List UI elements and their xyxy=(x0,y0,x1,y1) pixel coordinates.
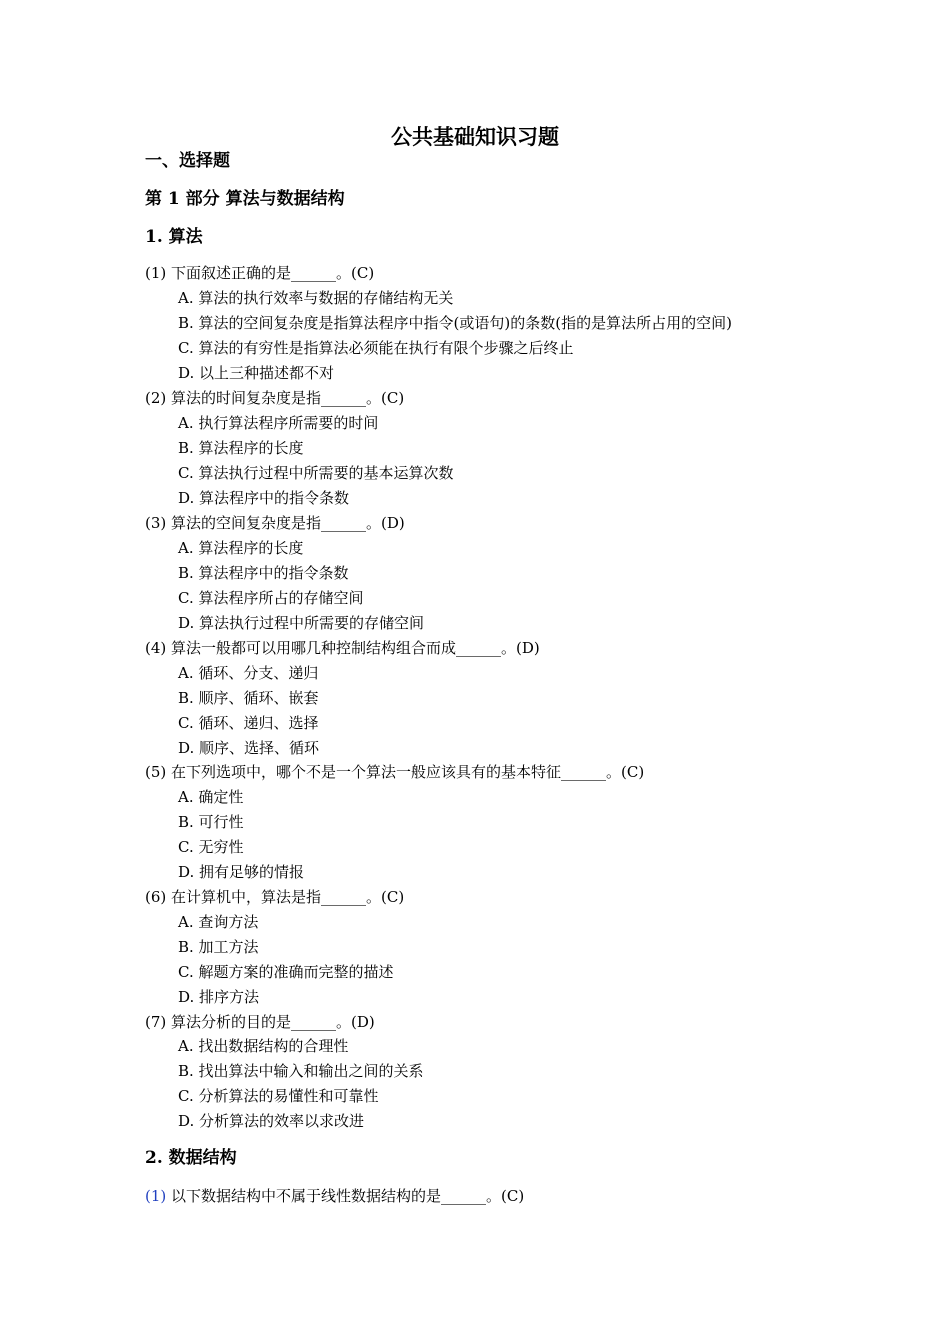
option-4d: D. 顺序、选择、循环 xyxy=(178,739,320,757)
subsection-heading-algorithm: 1. 算法 xyxy=(145,227,203,247)
question-1: (1) 下面叙述正确的是______。(C) xyxy=(145,264,375,282)
option-7c: C. 分析算法的易懂性和可靠性 xyxy=(178,1087,379,1105)
question-6: (6) 在计算机中，算法是指______。(C) xyxy=(145,888,405,906)
option-3b: B. 算法程序中的指令条数 xyxy=(178,564,349,582)
part-heading: 第 1 部分 算法与数据结构 xyxy=(145,189,345,209)
option-1a: A. 算法的执行效率与数据的存储结构无关 xyxy=(178,289,454,307)
option-1d: D. 以上三种描述都不对 xyxy=(178,364,335,382)
question-2: (2) 算法的时间复杂度是指______。(C) xyxy=(145,389,405,407)
option-6d: D. 排序方法 xyxy=(178,988,260,1006)
option-6b: B. 加工方法 xyxy=(178,938,259,956)
question-7: (7) 算法分析的目的是______。(D) xyxy=(145,1013,375,1031)
option-5d: D. 拥有足够的情报 xyxy=(178,863,305,881)
option-5b: B. 可行性 xyxy=(178,813,244,831)
option-3a: A. 算法程序的长度 xyxy=(178,539,304,557)
section-heading: 一、选择题 xyxy=(145,151,230,171)
option-1b: B. 算法的空间复杂度是指算法程序中指令(或语句)的条数(指的是算法所占用的空间) xyxy=(178,314,732,332)
option-1c: C. 算法的有穷性是指算法必须能在执行有限个步骤之后终止 xyxy=(178,339,574,357)
question-2-1 xyxy=(145,1184,524,1208)
document-title: 公共基础知识习题 xyxy=(391,124,559,149)
question-5: (5) 在下列选项中，哪个不是一个算法一般应该具有的基本特征______。(C) xyxy=(145,763,645,781)
option-5c: C. 无穷性 xyxy=(178,838,244,856)
option-7a: A. 找出数据结构的合理性 xyxy=(178,1037,349,1055)
subsection-heading-data-structure: 2. 数据结构 xyxy=(145,1148,237,1168)
option-2d: D. 算法程序中的指令条数 xyxy=(178,489,350,507)
option-7d: D. 分析算法的效率以求改进 xyxy=(178,1112,365,1130)
option-5a: A. 确定性 xyxy=(178,788,244,806)
option-4a: A. 循环、分支、递归 xyxy=(178,664,319,682)
option-2b: B. 算法程序的长度 xyxy=(178,439,304,457)
option-6a: A. 查询方法 xyxy=(178,913,259,931)
option-3c: C. 算法程序所占的存储空间 xyxy=(178,589,364,607)
question-3: (3) 算法的空间复杂度是指______。(D) xyxy=(145,514,405,532)
option-4c: C. 循环、递归、选择 xyxy=(178,714,319,732)
option-3d: D. 算法执行过程中所需要的存储空间 xyxy=(178,614,425,632)
option-2c: C. 算法执行过程中所需要的基本运算次数 xyxy=(178,464,454,482)
question-4: (4) 算法一般都可以用哪几种控制结构组合而成______。(D) xyxy=(145,639,540,657)
question-number-link[interactable]: (1) xyxy=(145,1187,167,1205)
option-6c: C. 解题方案的准确而完整的描述 xyxy=(178,963,394,981)
option-7b: B. 找出算法中输入和输出之间的关系 xyxy=(178,1062,424,1080)
question-2-1-text: 以下数据结构中不属于线性数据结构的是______。(C) xyxy=(166,1187,525,1205)
option-4b: B. 顺序、循环、嵌套 xyxy=(178,689,319,707)
option-2a: A. 执行算法程序所需要的时间 xyxy=(178,414,379,432)
